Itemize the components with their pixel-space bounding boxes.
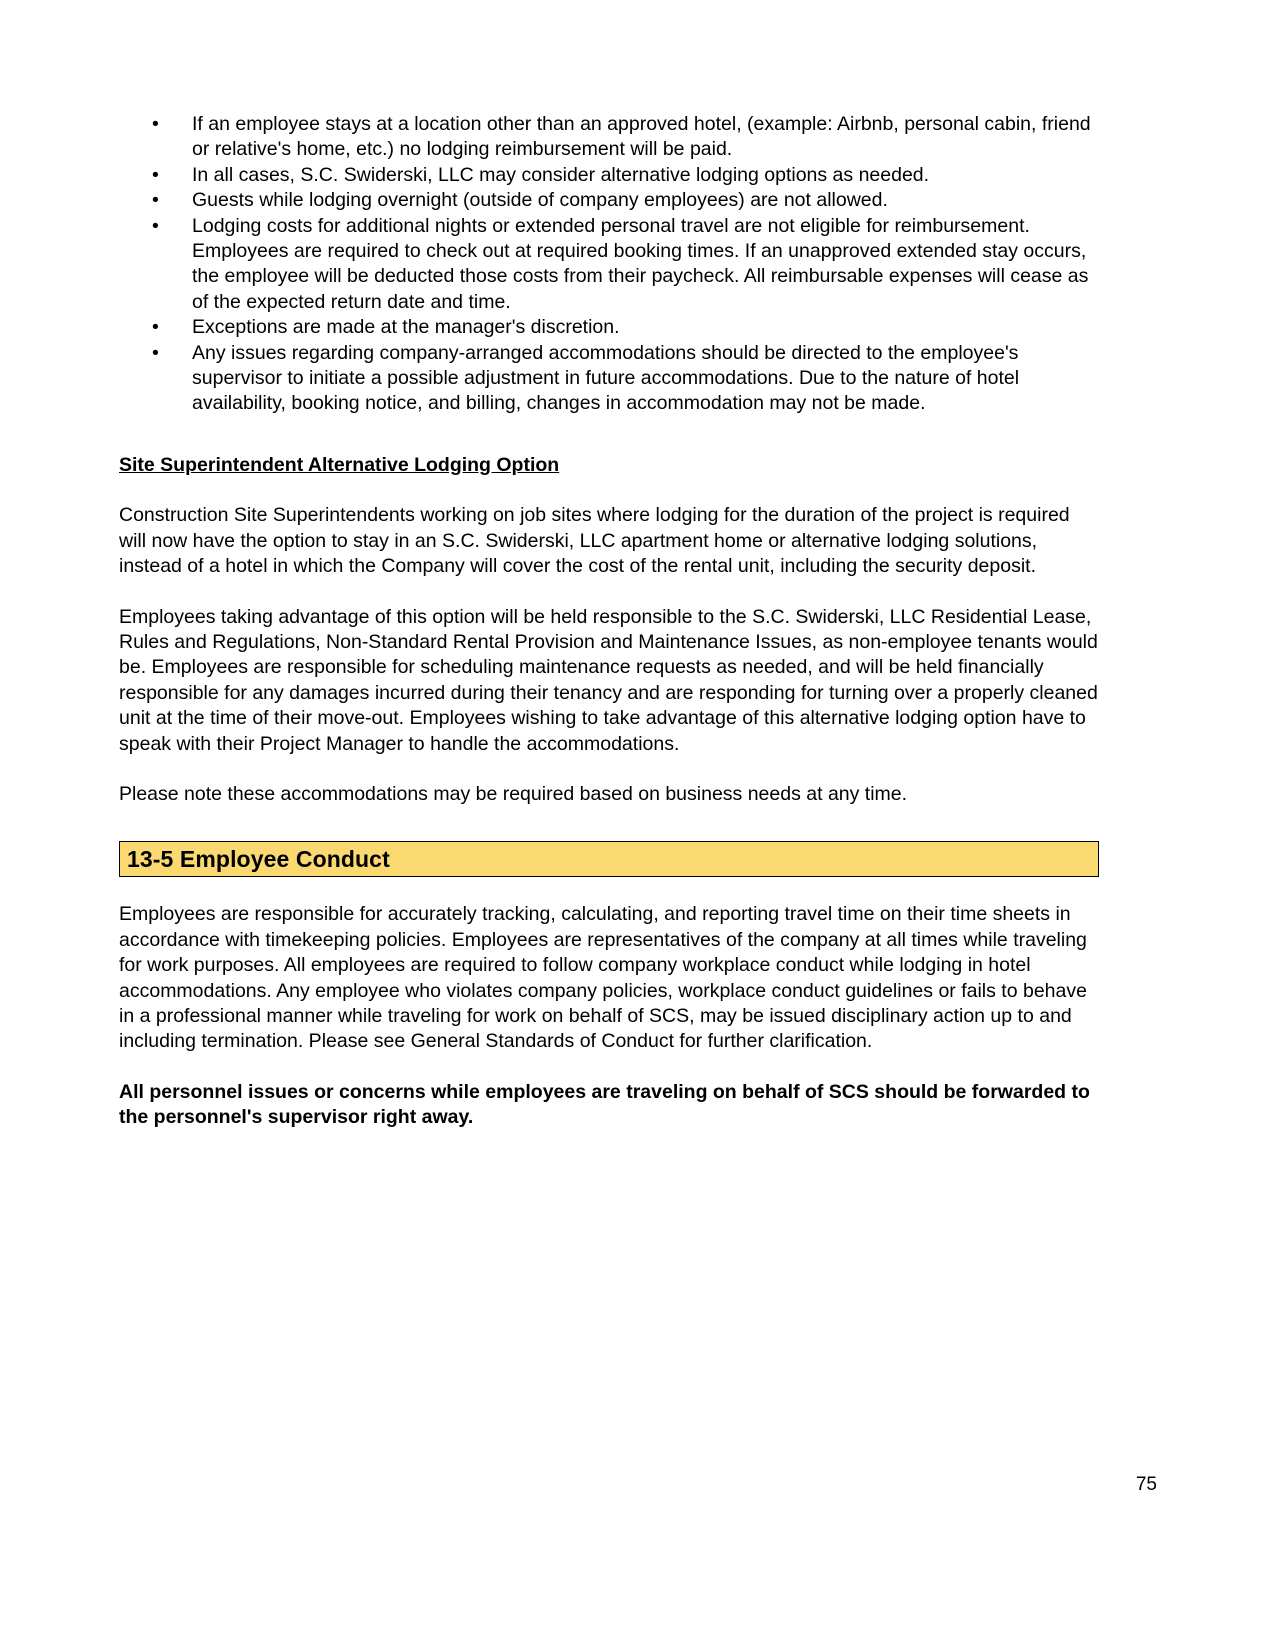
- list-item-text: If an employee stays at a location other than an approved hotel, (example: Airbnb, personal cabin, friend or relative's home, etc.) no lodging reimbursement will be paid.: [192, 113, 1091, 161]
- list-item-text: Any issues regarding company-arranged accommodations should be directed to the employee's supervisor to initiate a possible adjustment in future accommodations. Due to the nature of hotel availability, booking notice, and billing, changes in accommodation may not be made.: [192, 341, 1020, 415]
- paragraph-please-note-accommodations: Please note these accommodations may be required based on business needs at any time.: [119, 782, 908, 805]
- paragraph-construction-site-superintendents: Construction Site Superintendents working on job sites where lodging for the duration of the project is required will now have the option to stay in an S.C. Swiderski, LLC apartment home or alternative lodging solutions, instead of a hotel in which the Company will cover the cost of the rental unit, including the security deposit.: [119, 504, 1070, 578]
- paragraph-employees-taking-advantage: Employees taking advantage of this option will be held responsible to the S.C. Swiderski, LLC Residential Lease, Rules and Regulations, Non-Standard Rental Provision and Maintenance Issues, as non-employee tenants would be. Employees are responsible for scheduling maintenance requests as needed, and will be held financially responsible for any damages incurred during their tenancy and are responding for turning over a properly cleaned unit at the time of their move-out. Employees wishing to take advantage of this alternative lodging option have to speak with their Project Manager to handle the accommodations.: [119, 605, 1098, 755]
- list-item: [119, 341, 1099, 417]
- list-item: [119, 163, 1099, 188]
- lodging-policy-bullet-list: [119, 112, 1099, 417]
- bullet-icon: •: [152, 189, 159, 212]
- bullet-icon: •: [152, 316, 159, 339]
- list-item: [119, 315, 1099, 340]
- list-item-text: In all cases, S.C. Swiderski, LLC may consider alternative lodging options as needed.: [192, 163, 930, 186]
- paragraph-employees-responsible-tracking: Employees are responsible for accurately tracking, calculating, and reporting travel time on their time sheets in accordance with timekeeping policies. Employees are representatives of the company at all times while traveling for work purposes. All employees are required to follow company workplace conduct while lodging in hotel accommodations. Any employee who violates company policies, workplace conduct guidelines or fails to behave in a professional manner while traveling for work on behalf of SCS, may be issued disciplinary action up to and including termination. Please see General Standards of Conduct for further clarification.: [119, 903, 1087, 1053]
- bullet-icon: •: [152, 341, 159, 364]
- list-item: [119, 188, 1099, 213]
- list-item-text: Guests while lodging overnight (outside of company employees) are not allowed.: [192, 189, 888, 212]
- list-item: [119, 112, 1099, 163]
- subheading-wrapper: [119, 453, 1099, 478]
- list-item: [119, 214, 1099, 316]
- bullet-icon: •: [152, 214, 159, 237]
- section-title: 13-5 Employee Conduct: [127, 846, 390, 873]
- page-number: 75: [1135, 1474, 1157, 1495]
- list-item-text: Lodging costs for additional nights or extended personal travel are not eligible for reimbursement. Employees are required to check out at required booking times. If an unapproved extended stay occurs, the employee will be deducted those costs from their paycheck. All reimbursable expenses will cease as of the expected return date and time.: [192, 214, 1089, 313]
- paragraph-all-personnel-issues-bold: All personnel issues or concerns while employees are traveling on behalf of SCS should be forwarded to the personnel's supervisor right away.: [119, 1080, 1090, 1129]
- page-content: [119, 112, 1099, 1131]
- section-heading-banner: [119, 841, 1099, 877]
- bullet-icon: •: [152, 113, 159, 135]
- bullet-icon: •: [152, 163, 159, 186]
- list-item-text: Exceptions are made at the manager's discretion.: [192, 316, 620, 339]
- subheading-site-superintendent-alternative-lodging-option: Site Superintendent Alternative Lodging Option: [119, 453, 560, 476]
